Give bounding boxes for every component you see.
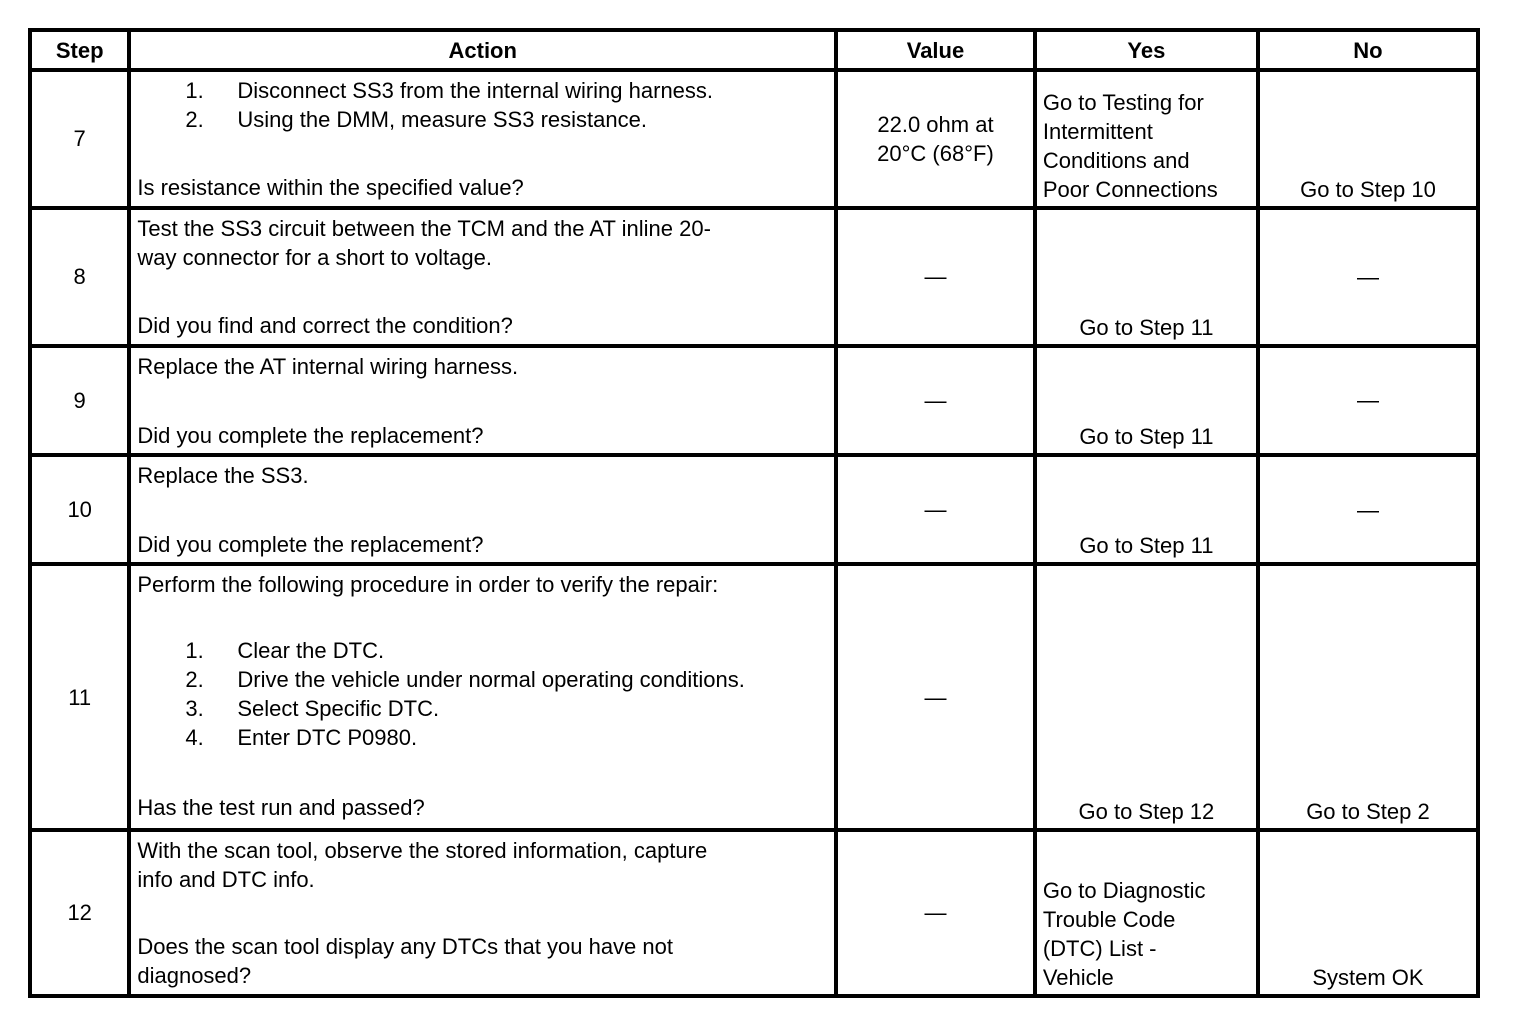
no-text: — (1356, 497, 1379, 523)
action-question: Did you complete the replacement? (137, 531, 484, 557)
action-steps-list (137, 636, 828, 752)
no-text: System OK (1312, 965, 1424, 990)
list-item-text: Disconnect SS3 from the internal wiring harness. (237, 78, 714, 103)
list-item-number: 1. (185, 78, 204, 103)
action-question (137, 932, 828, 990)
list-item-text: Clear the DTC. (237, 638, 385, 664)
action-line: With the scan tool, observe the stored information, capture (137, 837, 708, 863)
step-number: 8 (30, 208, 129, 346)
yes-cell (1035, 564, 1258, 829)
step-number: 10 (30, 455, 129, 564)
yes-line: Go to Testing for (1042, 89, 1204, 115)
yes-text (1043, 876, 1252, 992)
yes-text (1043, 88, 1252, 204)
header-step: Step (30, 30, 129, 70)
value-cell: — (836, 830, 1035, 996)
action-line: info and DTC info. (137, 866, 315, 892)
value-line-1: 22.0 ohm at (877, 111, 994, 137)
value-cell: — (836, 346, 1035, 455)
action-cell (129, 564, 836, 829)
no-cell (1258, 455, 1478, 564)
action-cell (129, 346, 836, 455)
table-row-step-12 (30, 830, 1478, 996)
step-number: 7 (30, 70, 129, 208)
value-cell (836, 70, 1035, 208)
action-description (137, 836, 828, 894)
yes-line: Vehicle (1042, 965, 1114, 990)
yes-text: Go to Step 11 (1079, 314, 1214, 340)
step-number: 9 (30, 346, 129, 455)
value-cell: — (836, 208, 1035, 346)
value-cell: — (836, 455, 1035, 564)
no-text: — (1356, 264, 1379, 290)
header-value: Value (836, 30, 1035, 70)
action-line: Test the SS3 circuit between the TCM and the AT inline 20- (137, 215, 711, 241)
table-row-step-8 (30, 208, 1478, 346)
table-row-step-10 (30, 455, 1478, 564)
list-item (137, 665, 828, 694)
action-description (137, 570, 828, 752)
yes-text: Go to Step 11 (1079, 533, 1214, 559)
action-description: Replace the AT internal wiring harness. (137, 353, 519, 379)
action-cell (129, 830, 836, 996)
action-cell (129, 70, 836, 208)
question-line: diagnosed? (137, 962, 252, 988)
step-number: 12 (30, 830, 129, 996)
table-row-step-11 (30, 564, 1478, 829)
action-description (137, 214, 828, 272)
no-cell (1258, 830, 1478, 996)
value-cell: — (836, 564, 1035, 829)
yes-line: Conditions and (1042, 147, 1190, 173)
no-text: — (1356, 387, 1379, 413)
value-line-2: 20°C (68°F) (877, 140, 994, 166)
action-line: way connector for a short to voltage. (137, 244, 492, 270)
yes-line: Go to Diagnostic (1042, 878, 1206, 903)
table-row-step-9 (30, 346, 1478, 455)
question-line: Does the scan tool display any DTCs that you have not (137, 933, 673, 959)
yes-cell (1035, 70, 1258, 208)
action-question: Has the test run and passed? (137, 795, 425, 821)
list-item-number: 2. (185, 667, 204, 693)
list-item-number: 4. (185, 725, 204, 751)
no-cell (1258, 346, 1478, 455)
action-steps-list (137, 76, 828, 134)
list-item-text: Drive the vehicle under normal operating conditions. (237, 667, 745, 693)
yes-line: Poor Connections (1042, 176, 1218, 202)
list-item-number: 3. (185, 696, 204, 722)
yes-text: Go to Step 12 (1078, 798, 1215, 824)
yes-line: (DTC) List - (1042, 936, 1157, 961)
list-item (137, 105, 828, 134)
list-item (137, 636, 828, 665)
list-item (137, 76, 828, 105)
yes-cell (1035, 830, 1258, 996)
header-no: No (1258, 30, 1478, 70)
list-item-text: Enter DTC P0980. (237, 725, 418, 751)
header-action: Action (129, 30, 836, 70)
no-cell (1258, 564, 1478, 829)
no-text: Go to Step 10 (1300, 176, 1436, 202)
action-question: Is resistance within the specified value? (137, 175, 524, 200)
step-number: 11 (30, 564, 129, 829)
list-item-number: 1. (185, 638, 204, 664)
action-cell (129, 455, 836, 564)
list-item-number: 2. (185, 107, 204, 132)
no-cell (1258, 70, 1478, 208)
yes-line: Trouble Code (1042, 907, 1176, 932)
yes-text: Go to Step 11 (1079, 423, 1214, 449)
list-item-text: Select Specific DTC. (237, 696, 440, 722)
action-cell (129, 208, 836, 346)
header-yes: Yes (1035, 30, 1258, 70)
yes-cell (1035, 346, 1258, 455)
list-item-text: Using the DMM, measure SS3 resistance. (237, 107, 647, 132)
yes-cell (1035, 455, 1258, 564)
yes-line: Intermittent (1042, 118, 1153, 144)
action-line: Perform the following procedure in order to verify the repair: (137, 572, 719, 598)
header-row (30, 30, 1478, 70)
no-cell (1258, 208, 1478, 346)
table-row-step-7 (30, 70, 1478, 208)
list-item (137, 694, 828, 723)
action-question: Did you find and correct the condition? (137, 312, 513, 338)
list-item (137, 723, 828, 752)
action-description: Replace the SS3. (137, 462, 309, 488)
no-text: Go to Step 2 (1306, 798, 1430, 824)
yes-cell (1035, 208, 1258, 346)
diagnostic-table (28, 28, 1480, 998)
action-question: Did you complete the replacement? (137, 422, 484, 448)
